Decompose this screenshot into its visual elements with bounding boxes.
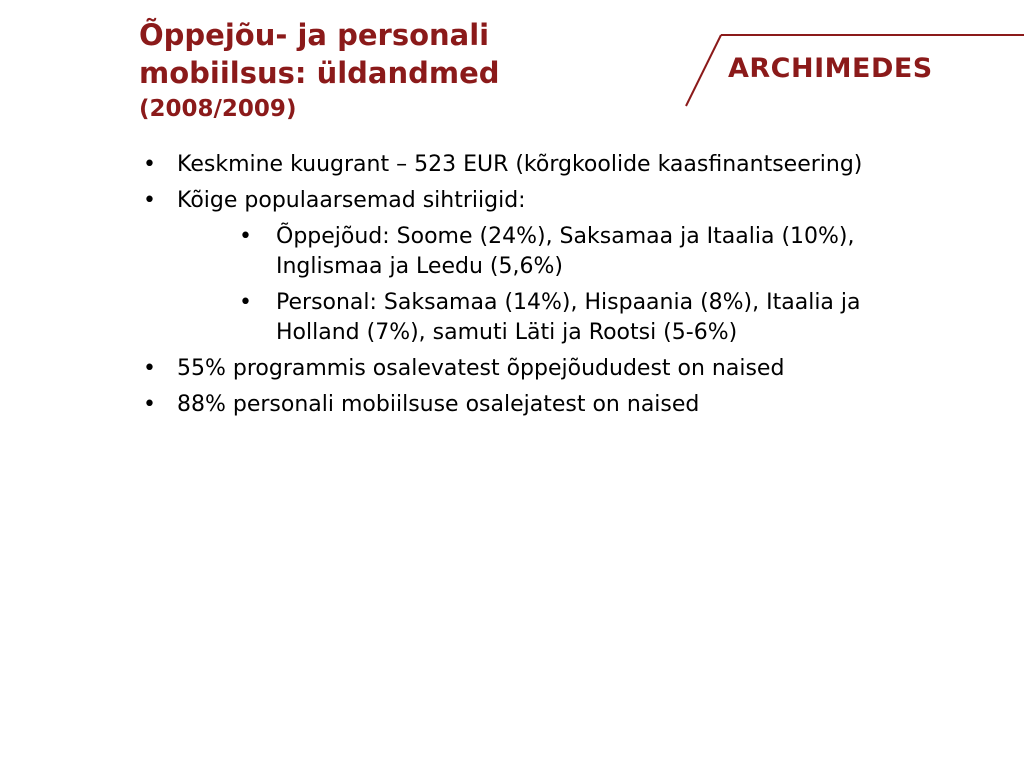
bullet-marker: •: [143, 152, 156, 177]
bullet-text: 55% programmis osalevatest õppejõududest on naised: [177, 356, 785, 381]
bullet-text: 88% personali mobiilsuse osalejatest on naised: [177, 392, 700, 417]
title-line-2: mobiilsus: üldandmed: [139, 56, 500, 90]
slide-content: [139, 150, 899, 426]
bullet-marker: •: [143, 392, 156, 417]
sub-bullet-text: Õppejõud: Soome (24%), Saksamaa ja Itaalia (10%), Inglismaa ja Leedu (5,6%): [276, 224, 855, 279]
title-line-1: Õppejõu- ja personali: [139, 18, 490, 52]
sub-list-item: [139, 222, 876, 282]
bullet-marker: •: [239, 224, 252, 249]
sub-list-item: [139, 288, 876, 348]
bullet-marker: •: [143, 188, 156, 213]
bullet-marker: •: [239, 290, 252, 315]
bullet-text: Kõige populaarsemad sihtriigid:: [177, 188, 526, 213]
list-item: [139, 390, 899, 420]
slide-title: [139, 16, 659, 126]
list-item: [139, 150, 899, 180]
bullet-marker: •: [143, 356, 156, 381]
title-year: (2008/2009): [139, 96, 297, 122]
list-item: [139, 354, 899, 384]
bullet-text: Keskmine kuugrant – 523 EUR (kõrgkoolide kaasfinantseering): [177, 152, 863, 177]
sub-bullet-text: Personal: Saksamaa (14%), Hispaania (8%), Itaalia ja Holland (7%), samuti Läti ja Rootsi (5-6%): [276, 290, 861, 345]
archimedes-logo: [684, 33, 1024, 108]
list-item: [139, 186, 899, 216]
logo-wordmark: ARCHIMEDES: [728, 53, 933, 84]
